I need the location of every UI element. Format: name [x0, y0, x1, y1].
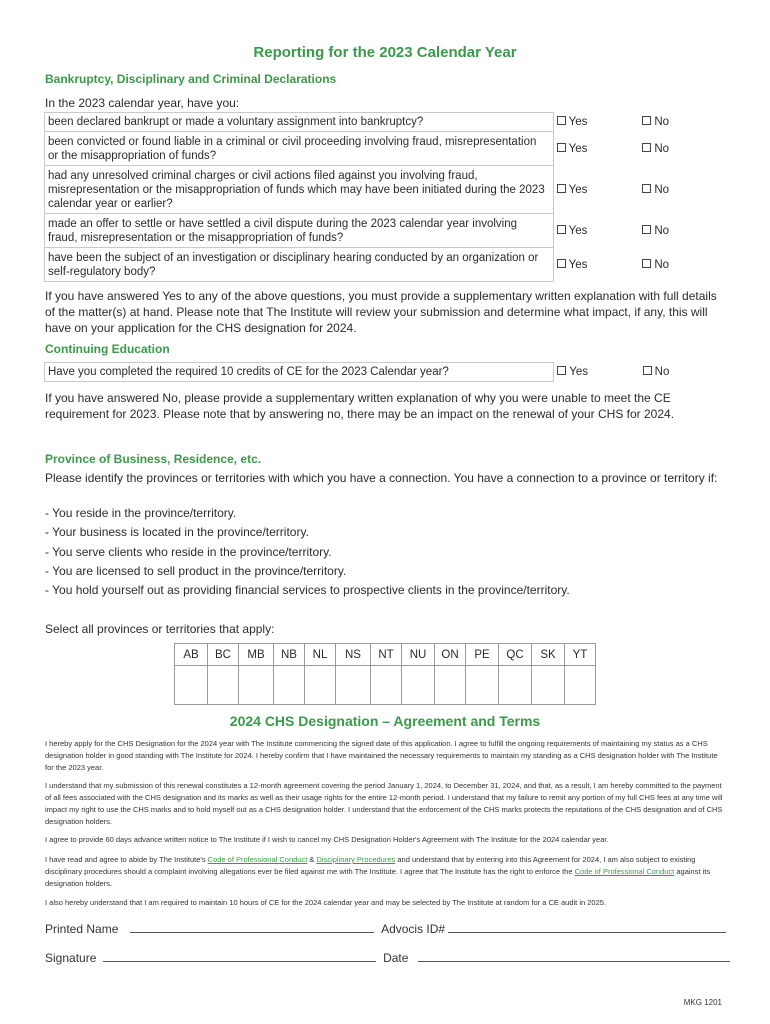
no-label: No — [654, 366, 670, 378]
advocis-id-field[interactable] — [448, 922, 726, 933]
province-checkbox-mb[interactable] — [239, 666, 274, 705]
province-code: QC — [499, 644, 532, 666]
signature-field[interactable] — [103, 951, 376, 962]
province-checkbox-yt[interactable] — [565, 666, 596, 705]
checkbox-icon[interactable] — [557, 225, 566, 234]
checkbox-icon[interactable] — [642, 184, 651, 193]
checkbox-icon[interactable] — [642, 225, 651, 234]
question-text: have been the subject of an investigation or disciplinary hearing conducted by an organization or self-regulatory body? — [45, 248, 554, 282]
connection-item: - You reside in the province/territory. — [45, 506, 237, 520]
province-select-label: Select all provinces or territories that apply: — [45, 622, 275, 636]
checkbox-icon[interactable] — [557, 116, 566, 125]
province-header-row — [175, 644, 596, 666]
bankruptcy-intro: In the 2023 calendar year, have you: — [45, 96, 240, 110]
yes-option[interactable] — [553, 132, 639, 166]
no-option[interactable] — [639, 214, 724, 248]
checkbox-icon[interactable] — [557, 259, 566, 268]
province-checkbox-on[interactable] — [435, 666, 466, 705]
ce-question-text: Have you completed the required 10 credits of CE for the 2023 Calendar year? — [45, 363, 554, 382]
checkbox-icon[interactable] — [643, 366, 652, 375]
connection-item: - You are licensed to sell product in the province/territory. — [45, 564, 347, 578]
code-of-conduct-link[interactable]: Code of Professional Conduct — [574, 867, 675, 876]
question-row — [45, 363, 726, 382]
agreement-text: & — [307, 855, 317, 864]
question-row — [45, 214, 725, 248]
province-code: NB — [274, 644, 305, 666]
province-checkbox-sk[interactable] — [532, 666, 565, 705]
agreement-text: against its designation holders. — [45, 867, 711, 888]
agreement-text: and understand that by entering into this Agreement for 2024, I am also subject to existing disciplinary procedures should a complaint involving allegations ever be filed against me with The Institute. I agree that The Institute has the right to enforce the — [45, 855, 696, 876]
checkbox-icon[interactable] — [557, 366, 566, 375]
province-checkbox-ns[interactable] — [336, 666, 371, 705]
yes-option[interactable] — [553, 166, 639, 214]
province-code: MB — [239, 644, 274, 666]
province-code: YT — [565, 644, 596, 666]
agreement-heading: 2024 CHS Designation – Agreement and Terms — [229, 713, 541, 729]
province-checkbox-row — [175, 666, 596, 705]
no-option[interactable] — [639, 132, 724, 166]
checkbox-icon[interactable] — [557, 184, 566, 193]
question-row — [45, 113, 725, 132]
checkbox-icon[interactable] — [557, 143, 566, 152]
no-label: No — [654, 183, 670, 196]
province-code: ON — [435, 644, 466, 666]
no-label: No — [654, 258, 670, 271]
ce-heading: Continuing Education — [45, 342, 170, 356]
bankruptcy-note: If you have answered Yes to any of the above questions, you must provide a supplementary written explanation with full details of the matter(s) at hand. Please note that The Institute will review your submission and determine what impact, if any, this will have on your application for the CHS designation for 2024. — [45, 289, 717, 335]
printed-name-label: Printed Name — [45, 922, 119, 936]
yes-label: Yes — [569, 366, 589, 378]
page-title: Reporting for the 2023 Calendar Year — [253, 44, 517, 61]
connection-item: - Your business is located in the province/territory. — [45, 525, 309, 539]
no-option[interactable] — [639, 166, 724, 214]
ce-table — [44, 362, 725, 382]
date-label: Date — [383, 951, 409, 965]
yes-option[interactable] — [553, 214, 639, 248]
checkbox-icon[interactable] — [642, 143, 651, 152]
connection-item: - You hold yourself out as providing financial services to prospective clients in the province/territory. — [45, 583, 570, 597]
question-row — [45, 132, 725, 166]
printed-name-row — [45, 922, 726, 936]
agreement-paragraph — [45, 854, 725, 890]
question-text: had any unresolved criminal charges or civil actions filed against you involving fraud, misrepresentation or the misappropriation of funds which may have been initiated during the 2023 calendar year or earlier? — [45, 166, 554, 214]
yes-label: Yes — [568, 183, 588, 196]
form-code: MKG 1201 — [683, 998, 722, 1007]
province-grid — [174, 643, 596, 705]
question-text: been convicted or found liable in a criminal or civil proceeding involving fraud, misrepresentation or the misappropriation of funds? — [45, 132, 554, 166]
question-text: been declared bankrupt or made a voluntary assignment into bankruptcy? — [45, 113, 554, 132]
yes-label: Yes — [568, 142, 588, 155]
yes-label: Yes — [568, 258, 588, 271]
province-checkbox-nt[interactable] — [371, 666, 402, 705]
declarations-table — [44, 112, 725, 282]
agreement-paragraph: I understand that my submission of this renewal constitutes a 12-month agreement covering the period January 1, 2024, to December 31, 2024, and that, as a result, I am hereby committed to the payment of all fees associated with the CHS designation and its marks as well as their usage rights for the entire 12-month period. I understand that my failure to remit any portion of my full CHS fees at any time will impact my right to use the CHS marks and to hold myself out as a CHS designation holder. I understand that the enforcement of the CHS marks protects the reputations of the CHS designation and of CHS designation holders. — [45, 781, 723, 826]
province-code: NT — [371, 644, 402, 666]
agreement-text: I have read and agree to abide by The Institute's — [45, 855, 208, 864]
yes-option[interactable] — [553, 248, 639, 282]
province-code: BC — [208, 644, 239, 666]
province-checkbox-qc[interactable] — [499, 666, 532, 705]
no-label: No — [654, 142, 670, 155]
no-option[interactable] — [639, 248, 724, 282]
yes-option[interactable] — [554, 363, 640, 382]
date-field[interactable] — [418, 951, 730, 962]
province-heading: Province of Business, Residence, etc. — [45, 452, 262, 466]
province-code: NL — [305, 644, 336, 666]
question-text: made an offer to settle or have settled a civil dispute during the 2023 calendar year involving fraud, misrepresentation or the misappropriation of funds? — [45, 214, 554, 248]
signature-row — [45, 951, 730, 965]
connection-item: - You serve clients who reside in the province/territory. — [45, 545, 332, 559]
province-code: AB — [175, 644, 208, 666]
province-checkbox-ab[interactable] — [175, 666, 208, 705]
province-checkbox-nu[interactable] — [402, 666, 435, 705]
province-code: PE — [466, 644, 499, 666]
checkbox-icon[interactable] — [642, 116, 651, 125]
disciplinary-procedures-link[interactable]: Disciplinary Procedures — [316, 855, 396, 864]
yes-option[interactable] — [553, 113, 639, 132]
no-label: No — [654, 224, 670, 237]
yes-label: Yes — [568, 116, 588, 128]
no-label: No — [654, 116, 670, 128]
question-row — [45, 166, 725, 214]
province-code: SK — [532, 644, 565, 666]
agreement-paragraph: I agree to provide 60 days advance written notice to The Institute if I wish to cancel my CHS Designation Holder's Agreement with The Institute for the 2024 calendar year. — [45, 835, 609, 844]
agreement-paragraph: I hereby apply for the CHS Designation for the 2024 year with The Institute commencing the signed date of this application. I agree to fulfill the ongoing requirements of maintaining my status as a CHS designation holder in good standing with The Institute for 2024. I hereby confirm that I have maintained the necessary requirements to maintain my standing as a CHS designation holder with The Institute for the 2023 year. — [45, 739, 718, 772]
advocis-id-label: Advocis ID# — [381, 922, 446, 936]
no-option[interactable] — [639, 113, 724, 132]
checkbox-icon[interactable] — [642, 259, 651, 268]
printed-name-field[interactable] — [130, 922, 374, 933]
no-option[interactable] — [640, 363, 725, 382]
signature-label: Signature — [45, 951, 97, 965]
question-row — [45, 248, 725, 282]
agreement-paragraph: I also hereby understand that I am required to maintain 10 hours of CE for the 2024 calendar year and may be selected by The Institute at random for a CE audit in 2025. — [45, 898, 607, 907]
province-code: NS — [336, 644, 371, 666]
province-intro: Please identify the provinces or territories with which you have a connection. You have a connection to a province or territory if: — [45, 471, 718, 485]
province-checkbox-pe[interactable] — [466, 666, 499, 705]
province-checkbox-nl[interactable] — [305, 666, 336, 705]
yes-label: Yes — [568, 224, 588, 237]
province-checkbox-bc[interactable] — [208, 666, 239, 705]
ce-note: If you have answered No, please provide a supplementary written explanation of why you were unable to meet the CE requirement for 2023. Please note that by answering no, there may be an impact on the renewal of your CHS for 2024. — [45, 391, 675, 421]
code-of-conduct-link[interactable]: Code of Professional Conduct — [207, 855, 308, 864]
bankruptcy-heading: Bankruptcy, Disciplinary and Criminal Declarations — [45, 72, 337, 86]
province-code: NU — [402, 644, 435, 666]
province-checkbox-nb[interactable] — [274, 666, 305, 705]
